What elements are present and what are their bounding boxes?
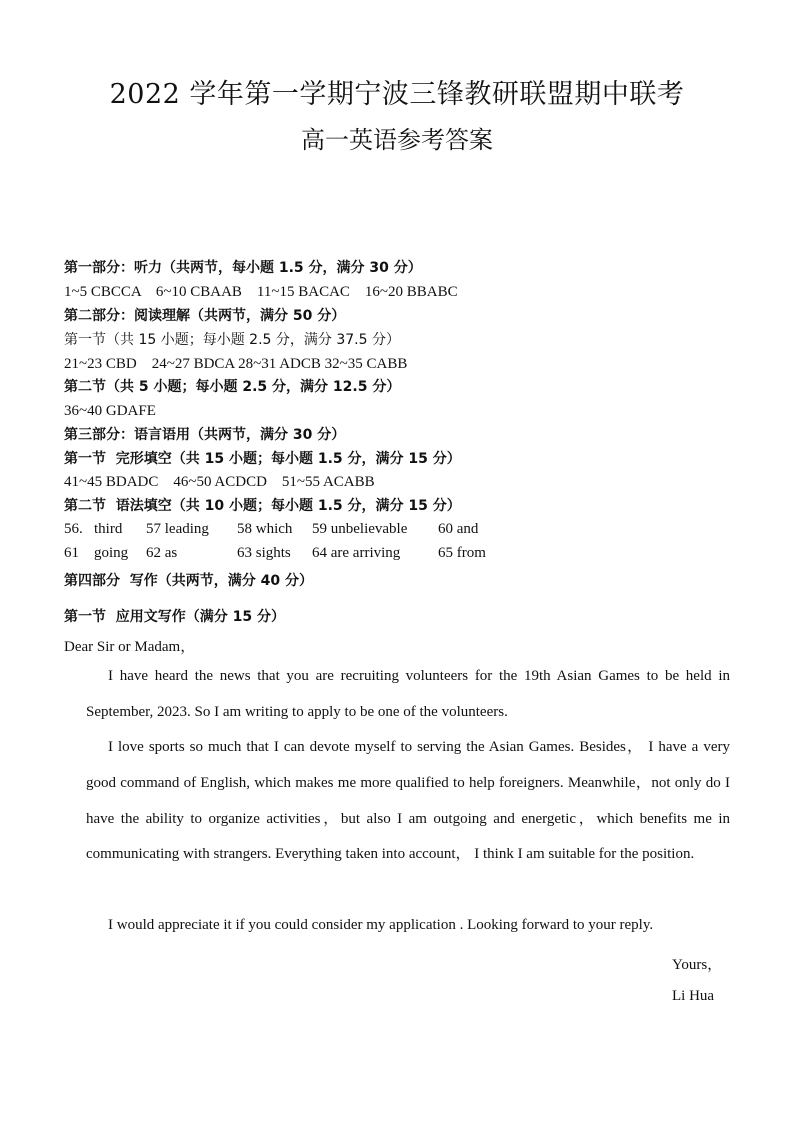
grammar-answer: 61 going: [64, 545, 129, 561]
part4-heading: 第四部分 写作（共两节，满分 40 分）: [64, 573, 313, 589]
page-title: 2022 学年第一学期宁波三锋教研联盟期中联考: [109, 79, 685, 110]
grammar-answer: 58 which: [237, 521, 293, 537]
part1-heading: 第一部分：听力（共两节，每小题 1.5 分，满分 30 分）: [64, 260, 422, 276]
grammar-answer: 64 are arriving: [312, 545, 401, 561]
part3-section1-answers: 41~45 BDADC 46~50 ACDCD 51~55 ACABB: [64, 474, 375, 490]
part4-section1-heading: 第一节 应用文写作（满分 15 分）: [64, 609, 285, 625]
part2-section2-heading: 第二节（共 5 小题；每小题 2.5 分，满分 12.5 分）: [64, 379, 401, 395]
part3-section1-heading: 第一节 完形填空（共 15 小题；每小题 1.5 分，满分 15 分）: [64, 451, 461, 467]
grammar-answer: 62 as: [146, 545, 178, 561]
part3-heading: 第三部分：语言语用（共两节，满分 30 分）: [64, 427, 346, 443]
part3-section2-heading: 第二节 语法填空（共 10 小题；每小题 1.5 分，满分 15 分）: [64, 498, 461, 514]
grammar-answer: 56. third: [64, 521, 123, 537]
part2-section1-answers: 21~23 CBD 24~27 BDCA 28~31 ADCB 32~35 CABB: [64, 356, 408, 372]
grammar-answer: 57 leading: [146, 521, 209, 537]
grammar-answer: 60 and: [438, 521, 479, 537]
letter-paragraph-1: I have heard the news that you are recruiting volunteers for the 19th Asian Games to be held in September, 2023. So I am writing to apply to be one of the volunteers.: [86, 668, 730, 720]
letter-closing: Yours，: [672, 957, 723, 973]
grammar-answer: 63 sights: [237, 545, 291, 561]
part2-section1-heading: 第一节（共 15 小题；每小题 2.5 分，满分 37.5 分）: [64, 332, 400, 348]
page-subtitle: 高一英语参考答案: [301, 126, 493, 154]
letter-signature: Li Hua: [672, 988, 715, 1004]
part2-section2-answers: 36~40 GDAFE: [64, 403, 156, 419]
part2-heading: 第二部分：阅读理解（共两节，满分 50 分）: [64, 308, 346, 324]
grammar-answer: 59 unbelievable: [312, 521, 408, 537]
letter-salutation: Dear Sir or Madam，: [64, 639, 196, 655]
letter-paragraph-3: I would appreciate it if you could consider my application . Looking forward to your reply.: [108, 917, 654, 933]
grammar-answer: 65 from: [438, 545, 486, 561]
part1-answers: 1~5 CBCCA 6~10 CBAAB 11~15 BACAC 16~20 BBABC: [64, 284, 458, 300]
letter-paragraph-2: I love sports so much that I can devote myself to serving the Asian Games. Besides， I have a very good command of English, which makes me more qualified to help foreigners. Meanwhile，not only do I have the ability to organize activities，but also I am outgoing and energetic，which benefits me in communicating with strangers. Everything taken into account， I think I am suitable for the position.: [86, 739, 730, 863]
